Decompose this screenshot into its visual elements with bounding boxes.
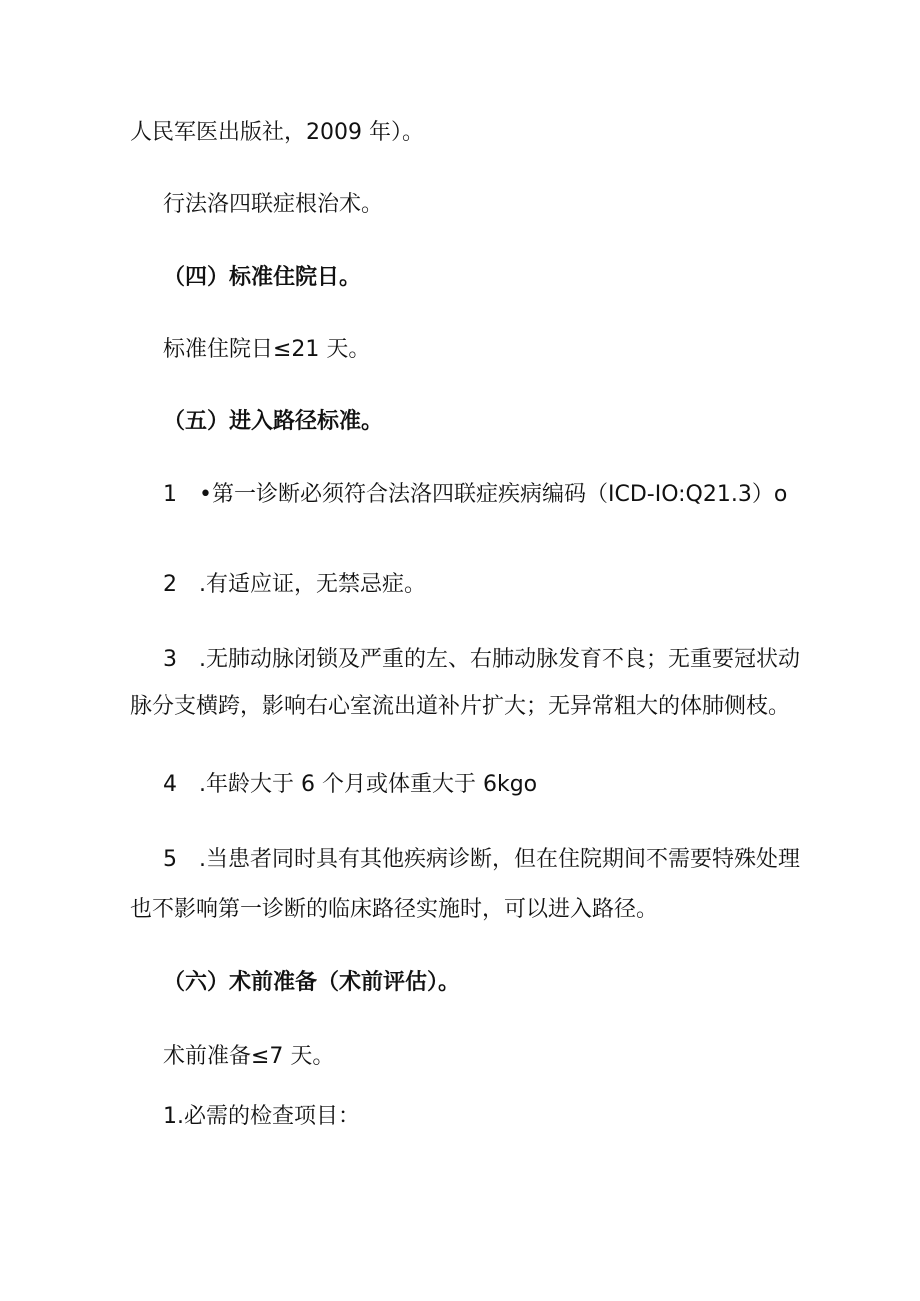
section-heading-entry-criteria: （五）进入路径标准。 bbox=[163, 409, 384, 434]
list-item-1: 1 •第一诊断必须符合法洛四联症疾病编码（ICD-IO:Q21.3）o bbox=[163, 482, 788, 507]
text-line-required-checks: 1.必需的检查项目： bbox=[163, 1104, 360, 1129]
text-line-stay-days: 标准住院日≤21 天。 bbox=[163, 337, 371, 362]
section-heading-preop-prep: （六）术前准备（术前评估）。 bbox=[163, 970, 461, 995]
list-item-5: 5 .当患者同时具有其他疾病诊断，但在住院期间不需要特殊处理 bbox=[163, 847, 800, 872]
list-item-2: 2 .有适应证，无禁忌症。 bbox=[163, 572, 426, 597]
text-line-publisher: 人民军医出版社，2009 年）。 bbox=[130, 120, 424, 145]
list-item-4: 4 .年龄大于 6 个月或体重大于 6kgo bbox=[163, 772, 538, 797]
list-item-3-continued: 脉分支横跨，影响右心室流出道补片扩大；无异常粗大的体肺侧枝。 bbox=[130, 694, 791, 719]
list-item-3: 3 .无肺动脉闭锁及严重的左、右肺动脉发育不良；无重要冠状动 bbox=[163, 647, 800, 672]
text-line-surgery: 行法洛四联症根治术。 bbox=[163, 192, 384, 217]
section-heading-standard-stay: （四）标准住院日。 bbox=[163, 265, 362, 290]
text-line-preop-days: 术前准备≤7 天。 bbox=[163, 1044, 335, 1069]
list-item-5-continued: 也不影响第一诊断的临床路径实施时，可以进入路径。 bbox=[130, 897, 659, 922]
